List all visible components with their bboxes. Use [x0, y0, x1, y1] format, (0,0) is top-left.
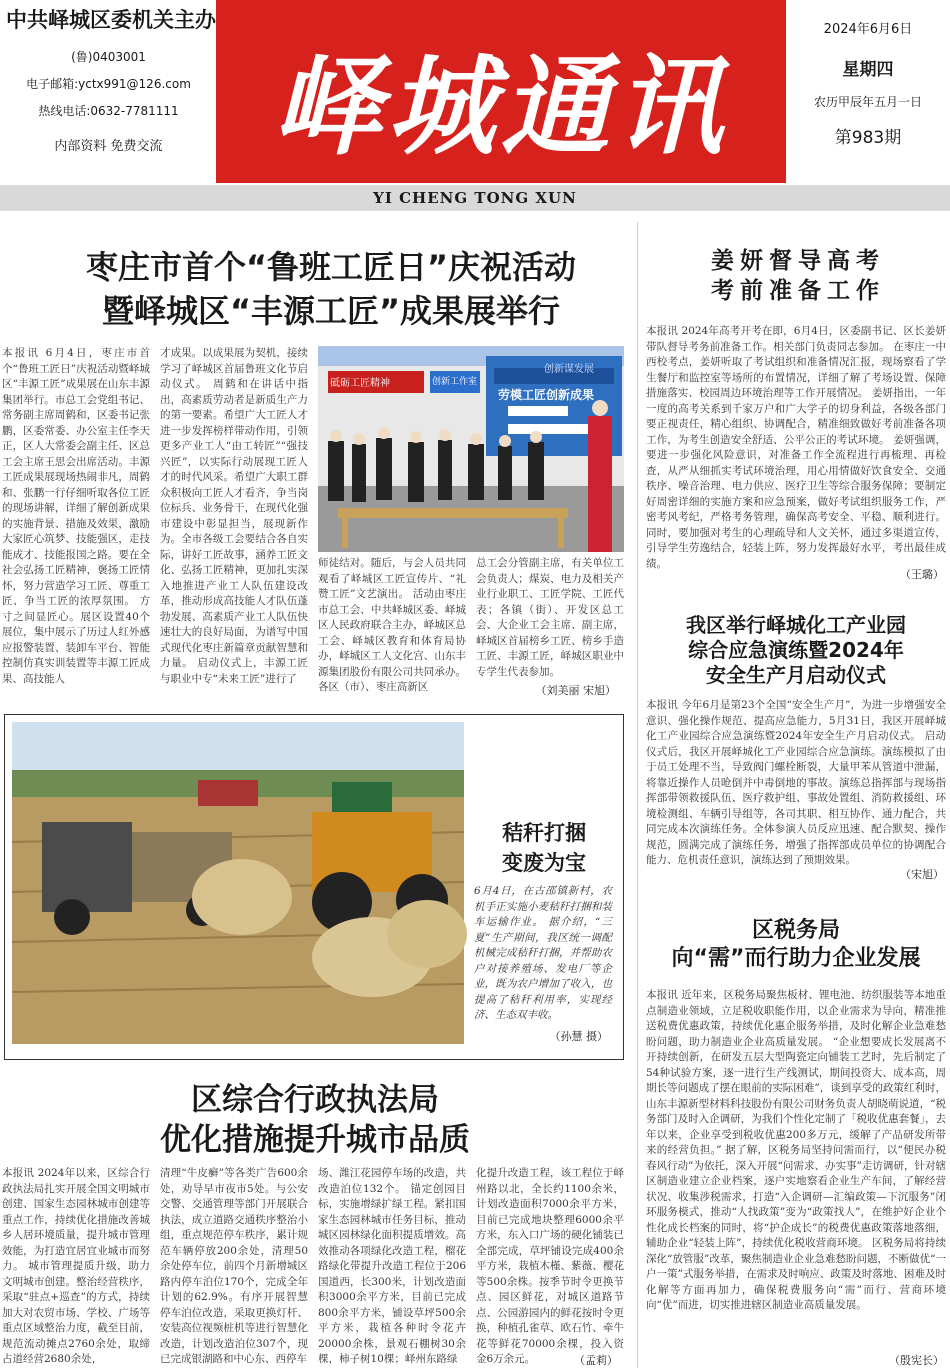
- email: 电子邮箱:yctx991@126.com: [26, 77, 191, 91]
- law-title-line2: 优化措施提升城市品质: [160, 1122, 470, 1158]
- banner-left-text: 砥砺工匠精神: [330, 378, 390, 389]
- straw-headline: [474, 818, 614, 878]
- drill-title-line1: 我区举行峄城化工产业园: [686, 613, 906, 637]
- lead-column-1: 本报讯 6月4日，枣庄市首个“鲁班工匠日”庆祝活动暨峄城区“丰源工匠”成果展在山东丰源集团举行。市总工会党组书记、常务副主席周鹤和，区委书记张鹏，区委常委、办公室主任李天正，区人大常委会副主任、区总工会主席王思会出席活动。丰源工匠成果展现场热闹非凡，周鹤和、张鹏一行仔细听取各位工匠的现场讲解，详细了解创新成果的实施背景、措施及效果，激励大家匠心筑梦、技能强区，走技能成才、技能报国之路。要在全社会弘扬工匠精神，褒扬工匠情怀，努力营造学习工匠、尊重工匠、争当工匠的浓厚氛围。 方寸之间显匠心。展区设置40个展位，集中展示了历过人红外感应报警装置、装卸车平台、智能控制仿真实训装置等丰源工匠成果、高技能人: [2, 347, 150, 685]
- drill-title-line3: 安全生产月启动仪式: [706, 663, 886, 687]
- pinyin-title: YI CHENG TONG XUN: [373, 189, 577, 207]
- internal-notice: 内部资料 免费交流: [54, 139, 163, 154]
- pinyin-bar: [0, 185, 950, 211]
- lead-credit: （刘美丽 宋旭）: [535, 684, 616, 697]
- tax-title-line1: 区税务局: [751, 918, 840, 943]
- law-column-3: 场、潍江花园停车场的改造，共改造泊位132个。 锚定创园目标，实施增绿扩绿工程。紧扣国家生态园林城市任务目标，推动城区园林绿化面积提质增效。高效推动各项绿化改造工程，榴花路绿化带提升改造工程位于206国道西，长300米，计划改造面积3000余平方米，目前已完成800余平方米，铺设草坪500余平方米，栽植各种时令花卉20000余株，景观石棚树30余棵，柿子树10棵；峄州东路绿: [318, 1167, 466, 1365]
- gaokao-title-line2: 考前准备工作: [711, 277, 885, 304]
- straw-title-line2: 变废为宝: [502, 850, 586, 875]
- lead-column-3: 师徒结对。随后，与会人员共同观看了峄城区工匠宣传片、“礼赞工匠”文艺演出。 活动由枣庄市总工会、中共峄城区委、峄城区人民政府联合主办，峄城区总工会、峄城区教育和体育局协办，峄城区工人文化宫、山东丰源集团股份有限公司共同承办。 各区（市）、枣庄高新区: [318, 557, 466, 693]
- drill-headline: [646, 613, 946, 688]
- drill-title-line2: 综合应急演练暨2024年: [688, 638, 904, 662]
- law-column-4: 化提升改造工程，该工程位于峄州路以北，全长约1100余米，计划改造面积7000余平方米，目前已完成地块整理6000余平方米，东入口广场的硬化铺装已全部完成，草坪铺设完成400余平方米，栽植木槿、紫薇、樱花等500余株。按季节时令更换节点、园区鲜花，对城区道路节点、公园游园内的鲜花按时令更换，种植孔雀草、欧石竹、牵牛花等鲜花70000余棵，投入资金6万余元。: [476, 1167, 624, 1365]
- issue-number: 第983期: [834, 128, 902, 148]
- hotline: 热线电话:0632-7781111: [38, 104, 179, 118]
- banner-right-text: 劳模工匠创新成果: [498, 388, 595, 402]
- straw-credit: （孙慧 摄）: [549, 1030, 608, 1043]
- law-credit: （孟莉）: [574, 1354, 618, 1367]
- lead-photo: [318, 346, 624, 552]
- gaokao-headline: [650, 246, 946, 306]
- drill-body: 本报讯 今年6月是第23个全国“安全生产月”，为进一步增强安全意识、强化操作规范、提高应急能力，5月31日，我区开展峄城化工产业园综合应急演练暨2024年安全生产月启动仪式。 启动仪式后，我区开展峄城化工产业园综合应急演练。演练模拟了由于员工处理不当，导致阀门螺栓断裂，大量甲苯从管道中泄漏，将靠近操作人员呛倒并中毒倒地的事故。演练总指挥部与现场指挥部带领救援队伍、医疗救护组、事故处置组、消防救援组、环境检测组、车辆引导组等，各司其职、相互协作、通力配合，共同完成本次演练任务。全体参演人员反应迅速、配合默契、操作规范，圆满完成了演练任务，增强了指挥部成员单位的协调配合能力、危机责任意识，演练达到了预期效果。: [646, 699, 946, 866]
- column-divider: [637, 222, 638, 1368]
- lead-column-2: 才成果。以成果展为契机，接续学习了峄城区首届鲁班文化节启动仪式。 周鹤和在讲话中指出，高素质劳动者是新质生产力的第一要素。希望广大工匠人才进一步发挥榜样带动作用，引领更多产业工人“由工转匠”“强技兴匠”，以实际行动展现工匠人才的时代风采。希望广大职工群众积极向工匠人才看齐，争当岗位标兵、业务骨干，在现代化强市建设中彰显担当，展现新作为。全市各级工会要结合各自实际，讲好工匠故事，涵养工匠文化、弘扬工匠精神，更加扎实深入地推进产业工人队伍建设改革，推动形成高技能人才队伍蓬勃发展、高素质产业工人队伍快速壮大的良好局面，为谱写中国式现代化枣庄新篇章贡献智慧和力量。 启动仪式上，丰源工匠与职业中专“未来工匠”进行了: [160, 347, 308, 685]
- lead-headline: [0, 245, 662, 333]
- masthead-title-block: [216, 0, 786, 183]
- law-column-2: 清理“牛皮癣”等各类广告600余处，劝导早市夜市5处。与公安交警、交通管理等部门开展联合执法，成立道路交通秩序整治小组，重点规范停车秩序，累计规范车辆停放200余处，清理50余处停车位，前四个月新增城区路内停车泊位170个，完成全年计划的62.9%。有序开展智慧停车泊位改造，采取更换灯杆、安装高位视频桩机等进行智慧化改造，计划改造泊位307个，现已完成银湖路和中心东、西停车: [160, 1167, 308, 1365]
- gaokao-title-line1: 姜妍督导高考: [711, 247, 885, 274]
- tax-headline: [646, 917, 946, 973]
- straw-photo-illustration: [12, 722, 464, 1044]
- law-title-line1: 区综合行政执法局: [191, 1082, 439, 1118]
- registration-number: (鲁)0403001: [71, 50, 146, 64]
- straw-caption: 6月4日，在古邵镇新村，农机手正实施小麦秸秆打捆和装车运输作业。 据介绍，“三夏”生产期间，我区统一调配机械完成秸秆打捆，并帮助农户对接养殖场、发电厂等企业，既为农户增加了收入，也提高了秸秆利用率，实现经济、生态双丰收。: [474, 885, 612, 1021]
- lead-title-line1: 枣庄市首个“鲁班工匠日”庆祝活动: [85, 248, 577, 286]
- weekday: 星期四: [842, 60, 894, 80]
- organizer: 中共峄城区委机关主办: [6, 7, 216, 32]
- tax-body: 本报讯 近年来，区税务局聚焦板材、锂电池、纺织服装等本地重点制造业领域，立足税收职能作用，以企业需求为导向，精准推送税费优惠政策，持续优化惠企服务举措，及时化解企业急难愁盼问题，助力制造业企业高质量发展。 “企业想要成长发展离不开持续创新，在研发五层大型陶瓷定向铺装工艺时，先后制定了54种试验方案，逐一进行生产线测试，期间投资大、成本高，周期长等问题成了摆在眼前的实际困难”，谈到享受的政策红利时，山东丰源新型材料科技股份有限公司财务负责人胡晓萌说道，“税务部门及时入企调研，为我们个性化定制了「税收优惠套餐」，去年以来，企业享受到税收优惠200多万元，缓解了产品研发所带来的经营负担。” 据了解，区税务局坚持问需而行，以“便民办税春风行动”为依托，深入开展“问需求、办实事”走访调研，针对辖区制造业建立企业档案，逐户实地察看企业生产车间，了解经营状况、收集涉税需求，打造“入企调研—汇编政策—下沉服务”闭环服务模式，推动“人找政策”变为“政策找人”，在维护好企业个性化成长档案的同时，将“护企成长”的税费优惠政策落地落细，辅助企业“轻装上阵”，持续优化税收营商环境。 区税务局将持续深化“放管服”改革，聚焦制造业企业急难愁盼问题，不断做优“一户一策”式服务举措，在需求及时响应、政策及时落地、困难及时化解等方面再加力，确保税费服务向“需”而行、营商环境向“优”而进，切实推进辖区制造业高质量发展。: [646, 989, 946, 1311]
- banner-mid-text: 创新工作室: [432, 377, 478, 387]
- law-headline: [0, 1080, 630, 1160]
- straw-title-line1: 秸秆打捆: [502, 820, 586, 845]
- newspaper-title: 峄城通讯: [272, 44, 729, 170]
- tax-title-line2: 向“需”而行助力企业发展: [671, 946, 921, 971]
- masthead-left: [6, 4, 216, 182]
- straw-photo: [12, 722, 464, 1044]
- issue-date: 2024年6月6日: [823, 22, 913, 37]
- tax-credit: （殷宪长）: [889, 1354, 944, 1367]
- masthead-right: [790, 18, 946, 183]
- banner-top-text: 创新谋发展: [544, 364, 594, 375]
- law-column-1: 本报讯 2024年以来，区综合行政执法局扎实开展全国文明城市创建、国家生态园林城市创建等重点工作，持续优化措施改善城乡人居环境质量，提升城市管理效能，为打造宜居宜业城市而努力。 城市管理提质升级，助力文明城市创建。整治经营秩序，采取“驻点+巡查”的方式，持续加大对农贸市场、学校、广场等重点区域整治力度，截至目前，规范流动摊点2760余处，取缔占道经营2680余处，: [2, 1167, 150, 1365]
- lunar-date: 农历甲辰年五月一日: [813, 95, 922, 109]
- lead-column-4: 总工会分管副主席，有关单位工会负责人；煤炭、电力及相关产业行业职工、工匠学院、工匠代表；各镇（街）、开发区总工会、大企业工会主席、副主席，峄城区首届榜乡工匠、榜乡手造工匠、丰源工匠，峄城区职业中专学生代表参加。: [476, 557, 624, 678]
- lead-title-line2: 暨峄城区“丰源工匠”成果展举行: [101, 292, 561, 330]
- drill-credit: （宋旭）: [900, 868, 944, 881]
- gaokao-credit: （王璐）: [900, 568, 944, 581]
- gaokao-body: 本报讯 2024年高考开考在即，6月4日，区委副书记、区长姜妍带队督导考务前准备工作。相关部门负责同志参加。 在枣庄一中西校考点，姜妍听取了考试组织和准备情况汇报，现场察看了学生餐厅和监控室等场所的布置情况，详细了解了考场设置、保障措施落实、校园周边环境治理等工作开展情况。 姜妍指出，一年一度的高考关系到千家万户和广大学子的切身利益，各级各部门要正视责任，精心组织、协调配合，精准细致做好考前准备各项工作，为考生创造安全舒适、公平公正的考试环境。 姜妍强调，要进一步强化风险意识，对准备工作全流程进行再梳理、再检查，从严从细抓实考试环境治理，用心用情做好饮食安全、交通秩序、噪音治理、电力供应、医疗卫生等综合服务保障；要制定好周密详细的实施方案和应急预案，做好考试组织服务工作，严密考风考纪，严格考务管理，确保高考安全、平稳、顺利进行。同时，要加强对考生的心理疏导和人文关怀，通过多渠道宣传，引导学生劳逸结合，轻装上阵，努力发挥最好水平，考出最佳成绩。: [646, 325, 946, 570]
